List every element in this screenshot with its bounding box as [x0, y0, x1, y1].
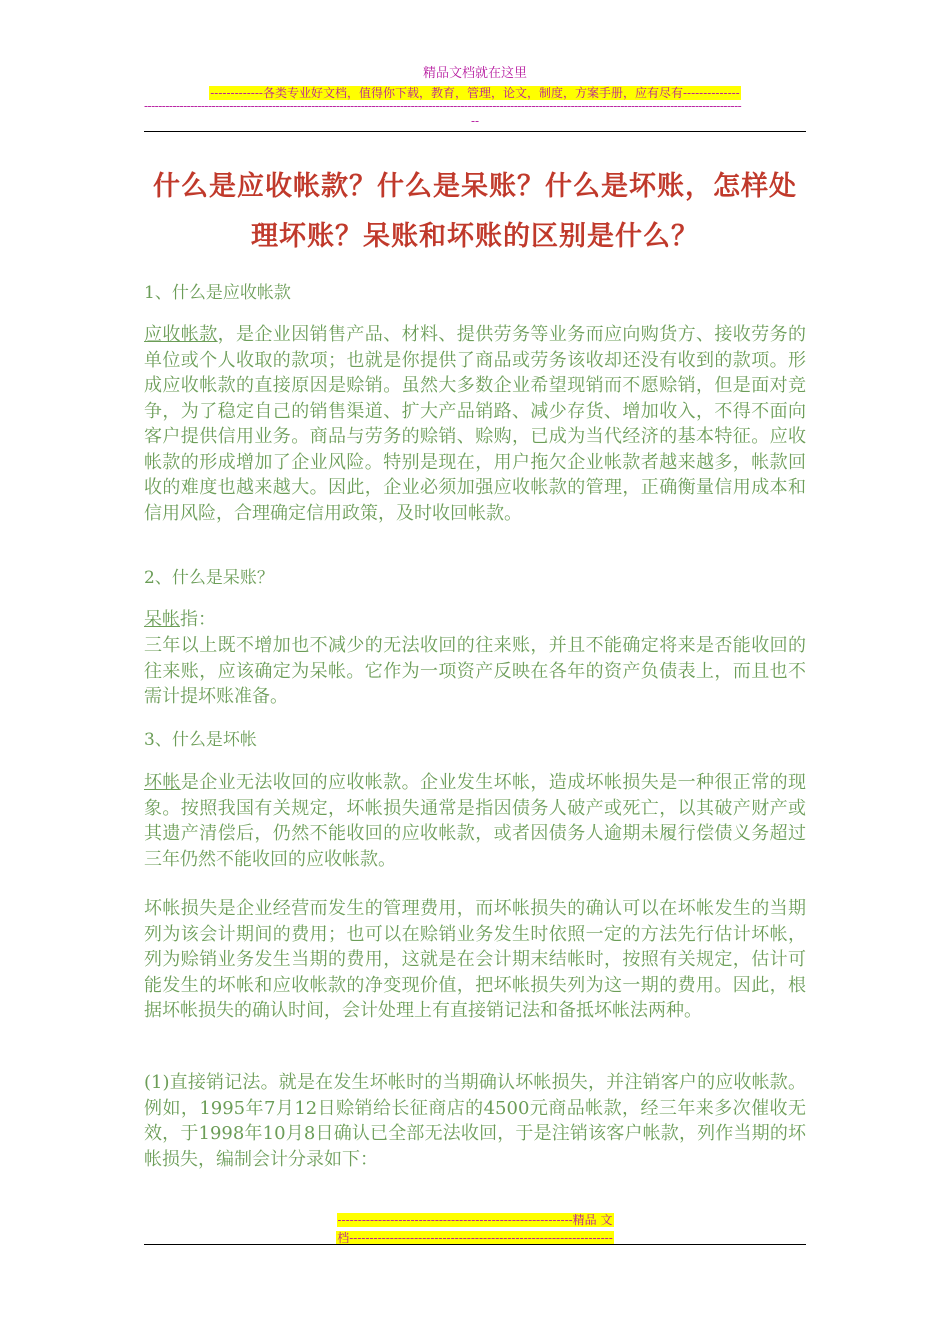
- header-dashes: ------------------------------------------------------------------------------------------------------------------------------------------------------------------------: [144, 99, 742, 113]
- section-3-paragraph: [144, 770, 806, 872]
- section-2-paragraph: 三年以上既不增加也不减少的无法收回的往来账，并且不能确定将来是否能收回的往来账，应该确定为呆帐。它作为一项资产反映在各年的资产负债表上，而且也不需计提坏账准备。: [144, 635, 806, 707]
- section-3-heading: 3、什么是坏帐: [144, 730, 257, 750]
- header-dashes-tail: --: [470, 114, 480, 128]
- footer: [0, 1210, 950, 1246]
- term-receivables: 应收帐款: [144, 324, 218, 345]
- bad-debt-loss-paragraph: 坏帐损失是企业经营而发生的管理费用，而坏帐损失的确认可以在坏帐发生的当期列为该会计期间的费用；也可以在赊销业务发生时依照一定的方法先行估计坏帐，列为赊销业务发生当期的费用，这就是在会计期末结帐时，按照有关规定，估计可能发生的坏帐和应收帐款的净变现价值，把坏帐损失列为这一期的费用。因此，根据坏帐损失的确认时间，会计处理上有直接销记法和备抵坏帐法两种。: [144, 898, 806, 1021]
- section-2-term-line: [144, 607, 806, 633]
- term-doubtful-debt: 呆帐: [144, 609, 180, 630]
- footer-rule: [144, 1244, 806, 1245]
- header-rule: [144, 131, 806, 132]
- section-1-text: ，是企业因销售产品、材料、提供劳务等业务而应向购货方、接收劳务的单位或个人收取的款项；也就是你提供了商品或劳务该收却还没有收到的款项。形成应收帐款的直接原因是赊销。虽然大多数企业希望现销而不愿赊销，但是面对竞争，为了稳定自己的销售渠道、扩大产品销路、减少存货、增加收入，不得不面向客户提供信用业务。商品与劳务的赊销、赊购，已成为当代经济的基本特征。应收帐款的形成增加了企业风险。特别是现在，用户拖欠企业帐款者越来越多，帐款回收的难度也越来越大。因此，企业必须加强应收帐款的管理，正确衡量信用成本和信用风险，合理确定信用政策，及时收回帐款。: [144, 324, 807, 524]
- direct-writeoff-paragraph: (1)直接销记法。就是在发生坏帐时的当期确认坏帐损失，并注销客户的应收帐款。例如，1995年7月12日赊销给长征商店的4500元商品帐款，经三年来多次催收无效，于1998年10月8日确认已全部无法收回，于是注销该客户帐款，列作当期的坏帐损失，编制会计分录如下：: [144, 1072, 806, 1170]
- page-title: 什么是应收帐款？什么是呆账？什么是坏账，怎样处理坏账？呆账和坏账的区别是什么？: [153, 171, 797, 252]
- section-2-heading: 2、什么是呆账？: [144, 568, 274, 588]
- footer-line-1: ----------------------------------------------------------精品 文: [337, 1213, 613, 1227]
- footer-line-2: 档-----------------------------------------------------------------: [337, 1231, 613, 1245]
- section-1-heading: 1、什么是应收帐款: [144, 283, 291, 303]
- section-2-term-suffix: 指：: [180, 609, 216, 630]
- section-3-text: 是企业无法收回的应收帐款。企业发生坏帐，造成坏帐损失是一种很正常的现象。按照我国有关规定，坏帐损失通常是指因债务人破产或死亡，以其破产财产或其遗产清偿后，仍然不能收回的应收帐款，或者因债务人逾期未履行偿债义务超过三年仍然不能收回的应收帐款。: [144, 772, 807, 870]
- term-bad-debt: 坏帐: [144, 772, 181, 793]
- section-1-paragraph: [144, 322, 806, 526]
- header-tagline-text: -------------各类专业好文档，值得你下载，教育，管理，论文，制度，方案手册，应有尽有--------------: [210, 86, 740, 100]
- header-brand: 精品文档就在这里: [422, 66, 527, 81]
